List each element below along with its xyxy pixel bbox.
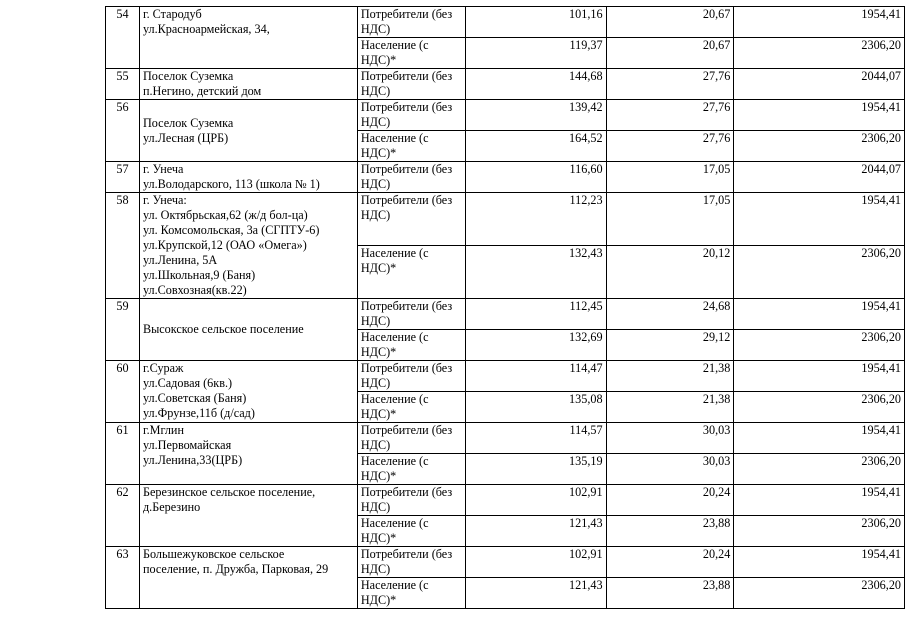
value-cell (734, 246, 905, 299)
table-row (106, 193, 905, 246)
address-cell-line: ул.Крупской,12 (ОАО «Омега») (142, 238, 307, 252)
value-cell-line: 2306,20 (861, 330, 901, 344)
value-cell (606, 7, 734, 38)
value-cell-line: 112,23 (569, 193, 603, 207)
value-cell-line: 27,76 (702, 69, 731, 83)
value-cell (734, 516, 905, 547)
row-number-line: 59 (116, 299, 129, 313)
row-number (106, 361, 140, 423)
row-number (106, 547, 140, 609)
consumer-cell (357, 246, 465, 299)
value-cell-line: 20,67 (702, 38, 731, 52)
consumer-cell-line: НДС)* (360, 261, 397, 275)
value-cell-line: 101,16 (569, 7, 603, 21)
value-cell-line: 1954,41 (861, 100, 901, 114)
consumer-cell-line: НДС) (360, 22, 391, 36)
consumer-cell (357, 578, 465, 609)
consumer-cell-line: НДС)* (360, 407, 397, 421)
consumer-cell-line: Потребители (без (360, 69, 453, 83)
value-cell-line: 1954,41 (861, 299, 901, 313)
value-cell (734, 361, 905, 392)
consumer-cell (357, 38, 465, 69)
value-cell (465, 162, 606, 193)
value-cell (465, 131, 606, 162)
value-cell (734, 131, 905, 162)
value-cell (465, 547, 606, 578)
value-cell-line: 23,88 (702, 516, 731, 530)
table-row (106, 485, 905, 516)
consumer-cell-line: Население (с (360, 578, 429, 592)
consumer-cell (357, 193, 465, 246)
value-cell-line: 27,76 (702, 100, 731, 114)
value-cell-line: 121,43 (569, 578, 603, 592)
address-cell (139, 69, 357, 100)
consumer-cell (357, 100, 465, 131)
value-cell-line: 102,91 (569, 485, 603, 499)
value-cell (734, 485, 905, 516)
consumer-cell-line: НДС)* (360, 469, 397, 483)
value-cell (465, 423, 606, 454)
value-cell (465, 361, 606, 392)
address-cell-line: ул. Комсомольская, 3а (СГПТУ-6) (142, 223, 320, 237)
value-cell-line: 24,68 (702, 299, 731, 313)
value-cell-line: 135,08 (569, 392, 603, 406)
value-cell-line: 17,05 (702, 193, 731, 207)
value-cell (465, 299, 606, 330)
value-cell (465, 100, 606, 131)
value-cell-line: 121,43 (569, 516, 603, 530)
address-cell-line: г.Мглин (142, 423, 184, 437)
value-cell-line: 135,19 (569, 454, 603, 468)
address-cell (139, 162, 357, 193)
row-number-line: 55 (116, 69, 129, 83)
value-cell (606, 131, 734, 162)
consumer-cell (357, 516, 465, 547)
value-cell (734, 454, 905, 485)
consumer-cell (357, 392, 465, 423)
value-cell (606, 193, 734, 246)
address-cell (139, 193, 357, 299)
value-cell-line: 1954,41 (861, 7, 901, 21)
consumer-cell-line: НДС) (360, 84, 391, 98)
address-cell-line: Большежуковское сельское (142, 547, 285, 561)
value-cell-line: 2306,20 (861, 131, 901, 145)
consumer-cell-line: НДС) (360, 438, 391, 452)
value-cell (465, 193, 606, 246)
address-cell-line: г. Унеча: (142, 193, 187, 207)
value-cell (606, 423, 734, 454)
value-cell (606, 392, 734, 423)
value-cell-line: 102,91 (569, 547, 603, 561)
value-cell-line: 1954,41 (861, 547, 901, 561)
address-cell-line: Высокское сельское поселение (142, 322, 304, 336)
value-cell-line: 144,68 (569, 69, 603, 83)
row-number-line: 58 (116, 193, 129, 207)
value-cell-line: 20,24 (702, 547, 731, 561)
consumer-cell-line: НДС) (360, 500, 391, 514)
value-cell-line: 139,42 (569, 100, 603, 114)
address-cell-line: ул.Красноармейская, 34, (142, 22, 270, 36)
consumer-cell-line: Население (с (360, 38, 429, 52)
consumer-cell (357, 330, 465, 361)
row-number-line: 54 (116, 7, 129, 21)
consumer-cell (357, 547, 465, 578)
value-cell-line: 2306,20 (861, 38, 901, 52)
value-cell-line: 2306,20 (861, 392, 901, 406)
value-cell (606, 361, 734, 392)
value-cell (606, 516, 734, 547)
value-cell (734, 38, 905, 69)
address-cell-line: ул.Советская (Баня) (142, 391, 247, 405)
consumer-cell (357, 162, 465, 193)
consumer-cell-line: НДС) (360, 314, 391, 328)
value-cell (465, 7, 606, 38)
row-number (106, 485, 140, 547)
consumer-cell-line: НДС) (360, 208, 391, 222)
value-cell-line: 114,57 (569, 423, 603, 437)
consumer-cell-line: Население (с (360, 454, 429, 468)
value-cell-line: 30,03 (702, 423, 731, 437)
table-row (106, 100, 905, 131)
address-cell (139, 485, 357, 547)
consumer-cell (357, 131, 465, 162)
value-cell (465, 330, 606, 361)
value-cell-line: 20,24 (702, 485, 731, 499)
row-number-line: 63 (116, 547, 129, 561)
value-cell-line: 2306,20 (861, 578, 901, 592)
value-cell (465, 392, 606, 423)
tariff-table (105, 6, 905, 609)
address-cell-line: ул. Октябрьская,62 (ж/д бол-ца) (142, 208, 308, 222)
value-cell-line: 164,52 (569, 131, 603, 145)
value-cell-line: 2044,07 (861, 162, 901, 176)
address-cell-line: ул.Ленина, 5А (142, 253, 218, 267)
value-cell-line: 112,45 (569, 299, 603, 313)
value-cell (606, 246, 734, 299)
value-cell (734, 162, 905, 193)
consumer-cell-line: НДС)* (360, 531, 397, 545)
row-number (106, 69, 140, 100)
value-cell (734, 392, 905, 423)
value-cell-line: 2044,07 (861, 69, 901, 83)
value-cell (734, 423, 905, 454)
value-cell (734, 193, 905, 246)
value-cell-line: 30,03 (702, 454, 731, 468)
address-cell-line: ул.Володарского, 113 (школа № 1) (142, 177, 320, 191)
address-cell (139, 361, 357, 423)
value-cell-line: 21,38 (702, 361, 731, 375)
value-cell (606, 454, 734, 485)
value-cell (606, 162, 734, 193)
row-number-line: 56 (116, 100, 129, 114)
address-cell (139, 423, 357, 485)
value-cell (734, 547, 905, 578)
value-cell-line: 23,88 (702, 578, 731, 592)
consumer-cell (357, 454, 465, 485)
consumer-cell-line: Потребители (без (360, 193, 453, 207)
value-cell (734, 299, 905, 330)
consumer-cell (357, 485, 465, 516)
consumer-cell-line: НДС) (360, 376, 391, 390)
value-cell (465, 578, 606, 609)
value-cell-line: 2306,20 (861, 454, 901, 468)
row-number (106, 7, 140, 69)
value-cell (465, 516, 606, 547)
table-row (106, 162, 905, 193)
row-number (106, 162, 140, 193)
value-cell-line: 17,05 (702, 162, 731, 176)
consumer-cell-line: НДС)* (360, 345, 397, 359)
consumer-cell-line: Потребители (без (360, 423, 453, 437)
consumer-cell-line: Потребители (без (360, 100, 453, 114)
table-row (106, 547, 905, 578)
value-cell-line: 132,69 (569, 330, 603, 344)
row-number (106, 193, 140, 299)
row-number-line: 60 (116, 361, 129, 375)
value-cell-line: 20,67 (702, 7, 731, 21)
value-cell (465, 485, 606, 516)
value-cell (606, 578, 734, 609)
table-row (106, 361, 905, 392)
value-cell-line: 21,38 (702, 392, 731, 406)
value-cell (465, 69, 606, 100)
address-cell-line: г. Стародуб (142, 7, 202, 21)
address-cell-line: г.Сураж (142, 361, 184, 375)
consumer-cell (357, 69, 465, 100)
value-cell-line: 27,76 (702, 131, 731, 145)
address-cell (139, 299, 357, 361)
value-cell-line: 2306,20 (861, 246, 901, 260)
table-row (106, 299, 905, 330)
address-cell-line: поселение, п. Дружба, Парковая, 29 (142, 562, 329, 576)
row-number-line: 61 (116, 423, 129, 437)
consumer-cell-line: НДС) (360, 115, 391, 129)
value-cell (606, 69, 734, 100)
address-cell-line: п.Негино, детский дом (142, 84, 262, 98)
address-cell-line: ул.Школьная,9 (Баня) (142, 268, 256, 282)
value-cell (734, 100, 905, 131)
address-cell-line: ул.Ленина,33(ЦРБ) (142, 453, 243, 467)
value-cell (734, 578, 905, 609)
value-cell (606, 485, 734, 516)
address-cell-line: ул.Совхозная(кв.22) (142, 283, 247, 297)
consumer-cell (357, 7, 465, 38)
address-cell-line: д.Березино (142, 500, 201, 514)
consumer-cell-line: Потребители (без (360, 162, 453, 176)
consumer-cell-line: Население (с (360, 330, 429, 344)
consumer-cell-line: Население (с (360, 246, 429, 260)
row-number (106, 423, 140, 485)
table-row (106, 7, 905, 38)
consumer-cell-line: Население (с (360, 392, 429, 406)
value-cell-line: 1954,41 (861, 193, 901, 207)
consumer-cell-line: Население (с (360, 131, 429, 145)
value-cell (465, 454, 606, 485)
value-cell (606, 100, 734, 131)
consumer-cell (357, 299, 465, 330)
value-cell-line: 116,60 (569, 162, 603, 176)
address-cell-line: Березинское сельское поселение, (142, 485, 316, 499)
table-row (106, 69, 905, 100)
row-number (106, 100, 140, 162)
address-cell (139, 100, 357, 162)
value-cell-line: 29,12 (702, 330, 731, 344)
value-cell-line: 1954,41 (861, 361, 901, 375)
value-cell (606, 330, 734, 361)
consumer-cell-line: Потребители (без (360, 361, 453, 375)
consumer-cell-line: НДС) (360, 562, 391, 576)
value-cell (734, 7, 905, 38)
value-cell (734, 330, 905, 361)
address-cell-line: ул.Фрунзе,11б (д/сад) (142, 406, 255, 420)
address-cell-line: ул.Лесная (ЦРБ) (142, 130, 229, 145)
consumer-cell (357, 423, 465, 454)
value-cell (606, 547, 734, 578)
row-number-line: 57 (116, 162, 129, 176)
consumer-cell-line: НДС)* (360, 593, 397, 607)
consumer-cell-line: НДС)* (360, 53, 397, 67)
consumer-cell (357, 361, 465, 392)
tariff-table-body (106, 7, 905, 609)
value-cell (606, 299, 734, 330)
row-number (106, 299, 140, 361)
consumer-cell-line: Население (с (360, 516, 429, 530)
address-cell-line: Поселок Суземка (142, 115, 234, 130)
address-cell (139, 7, 357, 69)
consumer-cell-line: Потребители (без (360, 485, 453, 499)
table-row (106, 423, 905, 454)
value-cell-line: 114,47 (569, 361, 603, 375)
value-cell-line: 119,37 (569, 38, 603, 52)
row-number-line: 62 (116, 485, 129, 499)
address-cell-line: г. Унеча (142, 162, 184, 176)
value-cell-line: 1954,41 (861, 423, 901, 437)
consumer-cell-line: НДС) (360, 177, 391, 191)
value-cell (606, 38, 734, 69)
consumer-cell-line: Потребители (без (360, 299, 453, 313)
value-cell-line: 132,43 (569, 246, 603, 260)
address-cell-line: ул.Садовая (6кв.) (142, 376, 233, 390)
consumer-cell-line: Потребители (без (360, 7, 453, 21)
value-cell-line: 2306,20 (861, 516, 901, 530)
address-cell (139, 547, 357, 609)
value-cell (465, 38, 606, 69)
address-cell-line: ул.Первомайская (142, 438, 232, 452)
value-cell (734, 69, 905, 100)
value-cell-line: 1954,41 (861, 485, 901, 499)
value-cell (465, 246, 606, 299)
value-cell-line: 20,12 (702, 246, 731, 260)
consumer-cell-line: Потребители (без (360, 547, 453, 561)
consumer-cell-line: НДС)* (360, 146, 397, 160)
address-cell-line: Поселок Суземка (142, 69, 234, 83)
